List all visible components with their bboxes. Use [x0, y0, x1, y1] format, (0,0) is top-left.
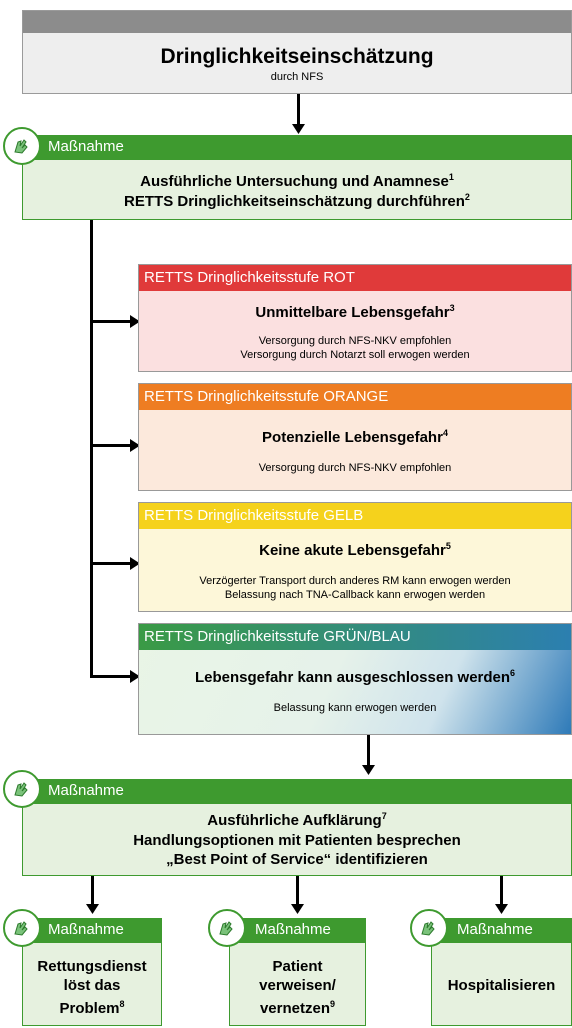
- arrow-head: [86, 904, 99, 914]
- connector-line: [91, 876, 94, 906]
- text: Hospitalisieren: [447, 977, 556, 994]
- massnahme-line: [23, 192, 571, 210]
- category-header: RETTS Dringlichkeitsstufe GRÜN/BLAU: [139, 624, 571, 650]
- header-bar: [23, 11, 571, 33]
- branch-line: [93, 562, 131, 565]
- hands-gloves-icon: [217, 918, 237, 938]
- category-header: RETTS Dringlichkeitsstufe ORANGE: [139, 384, 571, 410]
- text: Potenzielle Lebensgefahr: [262, 429, 443, 446]
- category-title: [139, 541, 571, 559]
- massnahme-bar: [22, 135, 572, 159]
- massnahme-label: Maßnahme: [48, 921, 124, 938]
- massnahme-bar: [22, 918, 162, 942]
- text: Unmittelbare Lebensgefahr: [255, 304, 450, 321]
- branch-line: [90, 675, 131, 678]
- hands-gloves-icon: [12, 918, 32, 938]
- branch-line: [93, 320, 131, 323]
- branch-trunk: [90, 220, 93, 677]
- category-header: RETTS Dringlichkeitsstufe GELB: [139, 503, 571, 529]
- arrow-head: [291, 904, 304, 914]
- text: verweisen/: [259, 977, 336, 994]
- outcome-text: [432, 976, 571, 995]
- category-orange: [138, 383, 572, 491]
- footnote-ref: 4: [442, 428, 448, 438]
- connector-line: [367, 735, 370, 767]
- massnahme-label: Maßnahme: [48, 138, 124, 155]
- category-text: Belassung kann erwogen werden: [273, 702, 437, 714]
- hands-gloves-icon: [12, 136, 32, 156]
- category-text: Belassung nach TNA-Callback kann erwogen werden: [224, 589, 486, 601]
- massnahme-label: Maßnahme: [48, 782, 124, 799]
- text-line: [230, 995, 365, 1018]
- footnote-ref: 1: [448, 172, 454, 182]
- footnote-ref: 3: [449, 303, 455, 313]
- assessment-title: Dringlichkeitseinschätzung: [160, 45, 434, 68]
- gloves-badge: [208, 909, 246, 947]
- outcome-hospitalisieren: [431, 942, 572, 1026]
- category-text: Versorgung durch Notarzt soll erwogen werden: [240, 349, 470, 361]
- category-title: [139, 303, 571, 321]
- massnahme-label: Maßnahme: [255, 921, 331, 938]
- massnahme-line: „Best Point of Service“ identifizieren: [166, 851, 428, 868]
- text: RETTS Dringlichkeitseinschätzung durchführen: [124, 193, 465, 210]
- category-title: [139, 668, 571, 686]
- arrow-head: [292, 124, 305, 134]
- footnote-ref: 8: [119, 999, 125, 1009]
- category-text: Versorgung durch NFS-NKV empfohlen: [258, 462, 452, 474]
- connector-line: [500, 876, 503, 906]
- category-title: [139, 428, 571, 446]
- gloves-badge: [3, 127, 41, 165]
- assessment-subtitle: durch NFS: [270, 71, 324, 83]
- outcome-text: [23, 957, 161, 1018]
- text-line: [23, 995, 161, 1018]
- footnote-ref: 2: [464, 192, 470, 202]
- text: Rettungsdienst: [37, 958, 147, 975]
- branch-line: [93, 444, 131, 447]
- massnahme-body: [22, 159, 572, 220]
- massnahme-bar: [22, 779, 572, 803]
- hands-gloves-icon: [419, 918, 439, 938]
- category-yellow: [138, 502, 572, 612]
- arrow-head: [495, 904, 508, 914]
- text: Ausführliche Aufklärung: [207, 812, 382, 829]
- assessment-box: [22, 10, 572, 94]
- category-header: RETTS Dringlichkeitsstufe ROT: [139, 265, 571, 291]
- hands-gloves-icon: [12, 779, 32, 799]
- massnahme-body: [22, 803, 572, 876]
- gloves-badge: [3, 770, 41, 808]
- connector-line: [296, 876, 299, 906]
- footnote-ref: 9: [330, 999, 336, 1009]
- outcome-rettungsdienst: [22, 942, 162, 1026]
- gloves-badge: [3, 909, 41, 947]
- text: Keine akute Lebensgefahr: [259, 542, 446, 559]
- massnahme-label: Maßnahme: [457, 921, 533, 938]
- massnahme-line: [23, 811, 571, 829]
- footnote-ref: 6: [510, 668, 516, 678]
- category-red: [138, 264, 572, 372]
- footnote-ref: 5: [445, 541, 451, 551]
- massnahme-bar: [431, 918, 572, 942]
- category-text: Versorgung durch NFS-NKV empfohlen: [258, 335, 452, 347]
- massnahme-bar: [229, 918, 366, 942]
- massnahme-line: Handlungsoptionen mit Patienten besprechen: [133, 832, 461, 849]
- category-green-blue: [138, 623, 572, 735]
- massnahme-line: [23, 172, 571, 190]
- arrow-head: [362, 765, 375, 775]
- text: Ausführliche Untersuchung und Anamnese: [140, 173, 449, 190]
- connector-line: [297, 94, 300, 126]
- category-text: Verzögerter Transport durch anderes RM kann erwogen werden: [199, 575, 511, 587]
- text: vernetzen: [259, 1000, 330, 1017]
- outcome-verweisen: [229, 942, 366, 1026]
- outcome-text: [230, 957, 365, 1018]
- text: Problem: [59, 1000, 120, 1017]
- footnote-ref: 7: [381, 811, 387, 821]
- text: Patient: [272, 958, 323, 975]
- text: Lebensgefahr kann ausgeschlossen werden: [194, 669, 511, 686]
- gloves-badge: [410, 909, 448, 947]
- text: löst das: [63, 977, 121, 994]
